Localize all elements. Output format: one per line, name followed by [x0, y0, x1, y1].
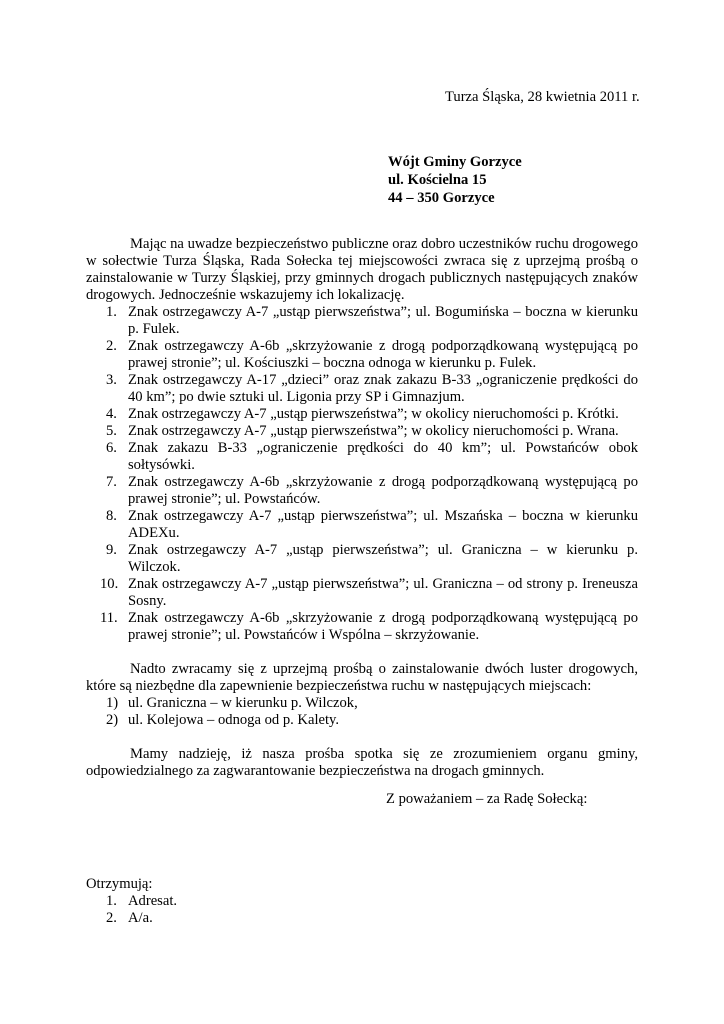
list-item: 2. A/a.	[106, 910, 153, 926]
recipient-line-1: Wójt Gminy Gorzyce	[388, 154, 522, 170]
signs-list	[86, 304, 638, 644]
letter-body	[86, 236, 638, 780]
list-item: 10. Znak ostrzegawczy A-7 „ustąp pierwszeństwa”; ul. Graniczna – od strony p. Ireneusza Sosny.	[100, 576, 638, 609]
list-item: 11. Znak ostrzegawczy A-6b „skrzyżowanie z drogą podporządkowaną występującą po prawej stronie”; ul. Powstańców i Wspólna – skrzyżowanie.	[100, 610, 638, 643]
recipient-line-3: 44 – 350 Gorzyce	[388, 190, 495, 206]
list-item: 2. Znak ostrzegawczy A-6b „skrzyżowanie z drogą podporządkowaną występującą po prawej stronie”; ul. Kościuszki – boczna odnoga w kierunku p. Fulek.	[106, 338, 638, 371]
list-item: 4. Znak ostrzegawczy A-7 „ustąp pierwszeństwa”; w okolicy nieruchomości p. Krótki.	[106, 406, 619, 422]
recipients-list	[86, 893, 386, 927]
list-item: 1. Adresat.	[106, 893, 178, 909]
list-item: 1) ul. Graniczna – w kierunku p. Wilczok,	[106, 695, 358, 711]
closing-salutation: Z poważaniem – za Radę Sołecką:	[386, 791, 588, 807]
mirrors-paragraph: Nadto zwracamy się z uprzejmą prośbą o zainstalowanie dwóch luster drogowych, które są niezbędne dla zapewnienie bezpieczeństwa ruchu w następujących miejscach:	[86, 661, 638, 694]
recipients-label: Otrzymują:	[86, 876, 153, 892]
closing-paragraph: Mamy nadzieję, iż nasza prośba spotka się ze zrozumieniem organu gminy, odpowiedzialnego za zagwarantowanie bezpieczeństwa na drogach gminnych.	[86, 746, 638, 779]
date-line: Turza Śląska, 28 kwietnia 2011 r.	[445, 89, 640, 105]
list-item: 8. Znak ostrzegawczy A-7 „ustąp pierwszeństwa”; ul. Mszańska – boczna w kierunku ADEXu.	[106, 508, 638, 541]
recipient-address	[388, 153, 522, 207]
list-item: 2) ul. Kolejowa – odnoga od p. Kalety.	[106, 712, 340, 728]
list-item: 3. Znak ostrzegawczy A-17 „dzieci” oraz znak zakazu B-33 „ograniczenie prędkości do 40 km”; po dwie sztuki ul. Ligonia przy SP i Gimnazjum.	[106, 372, 638, 405]
recipient-line-2: ul. Kościelna 15	[388, 172, 487, 188]
recipients-block	[86, 876, 386, 927]
intro-paragraph: Mając na uwadze bezpieczeństwo publiczne oraz dobro uczestników ruchu drogowego w sołectwie Turza Śląska, Rada Sołecka tej miejscowości zwraca się z uprzejmą prośbą o zainstalowanie w Turzy Śląskiej, przy gminnych drogach publicznych następujących znaków drogowych. Jednocześnie wskazujemy ich lokalizację.	[86, 236, 638, 303]
list-item: 7. Znak ostrzegawczy A-6b „skrzyżowanie z drogą podporządkowaną występującą po prawej stronie”; ul. Powstańców.	[106, 474, 638, 507]
list-item: 6. Znak zakazu B-33 „ograniczenie prędkości do 40 km”; ul. Powstańców obok sołtysówki.	[106, 440, 638, 473]
mirrors-list	[86, 695, 638, 729]
list-item: 5. Znak ostrzegawczy A-7 „ustąp pierwszeństwa”; w okolicy nieruchomości p. Wrana.	[106, 423, 619, 439]
list-item: 9. Znak ostrzegawczy A-7 „ustąp pierwszeństwa”; ul. Graniczna – w kierunku p. Wilczok.	[106, 542, 638, 575]
list-item: 1. Znak ostrzegawczy A-7 „ustąp pierwszeństwa”; ul. Bogumińska – boczna w kierunku p. Fulek.	[106, 304, 638, 337]
